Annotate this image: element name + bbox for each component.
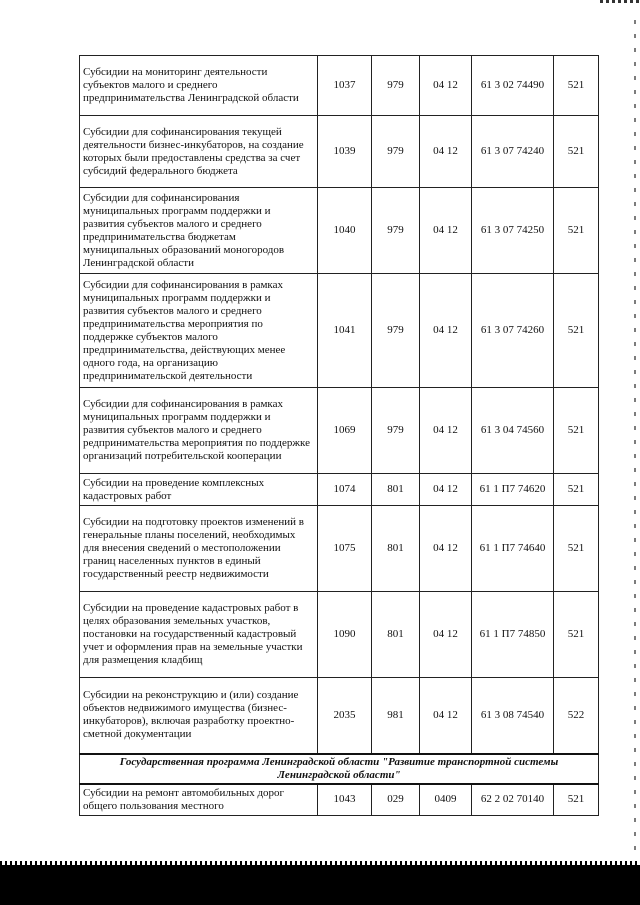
row-code: 1090 (318, 592, 372, 678)
row-code: 1075 (318, 506, 372, 592)
row-grbs: 801 (372, 506, 420, 592)
row-type: 521 (554, 784, 599, 816)
row-section: 04 12 (420, 388, 472, 474)
row-type: 521 (554, 116, 599, 188)
row-type: 521 (554, 474, 599, 506)
row-section: 04 12 (420, 474, 472, 506)
row-description: Субсидии для софинансирования текущей деятельности бизнес-инкубаторов, на создание которых были предоставлены средства за счет субсидий федерального бюджета (80, 116, 318, 188)
row-code: 1043 (318, 784, 372, 816)
row-description: Субсидии на мониторинг деятельности субъектов малого и среднего предпринимательства Ленинградской области (80, 56, 318, 116)
row-section: 0409 (420, 784, 472, 816)
row-grbs: 801 (372, 474, 420, 506)
row-code: 1069 (318, 388, 372, 474)
row-target: 61 3 07 74240 (472, 116, 554, 188)
row-type: 521 (554, 506, 599, 592)
row-target: 61 3 07 74260 (472, 274, 554, 388)
table-row (80, 188, 599, 274)
table-row (80, 506, 599, 592)
row-target: 61 1 П7 74620 (472, 474, 554, 506)
row-grbs: 979 (372, 274, 420, 388)
table-row (80, 274, 599, 388)
table-row (80, 592, 599, 678)
row-description: Субсидии на ремонт автомобильных дорог общего пользования местного (80, 784, 318, 816)
row-grbs: 981 (372, 678, 420, 754)
row-grbs: 979 (372, 188, 420, 274)
row-grbs: 979 (372, 388, 420, 474)
row-section: 04 12 (420, 592, 472, 678)
row-description: Субсидии для софинансирования в рамках муниципальных программ поддержки и развития субъектов малого и среднего редпринимательства мероприятия по поддержке организаций потребительской кооперации (80, 388, 318, 474)
scan-dark-border (0, 865, 640, 905)
table-row (80, 474, 599, 506)
row-target: 61 1 П7 74850 (472, 592, 554, 678)
scan-noise-right (634, 20, 636, 860)
row-section: 04 12 (420, 56, 472, 116)
row-section: 04 12 (420, 506, 472, 592)
row-code: 1039 (318, 116, 372, 188)
row-code: 1041 (318, 274, 372, 388)
row-target: 61 3 08 74540 (472, 678, 554, 754)
subsidy-table (79, 55, 599, 816)
row-grbs: 979 (372, 56, 420, 116)
row-type: 521 (554, 388, 599, 474)
row-target: 61 3 07 74250 (472, 188, 554, 274)
scan-noise-top (600, 0, 640, 3)
table-row (80, 116, 599, 188)
row-section: 04 12 (420, 678, 472, 754)
table-row (80, 784, 599, 816)
row-type: 521 (554, 592, 599, 678)
row-target: 61 1 П7 74640 (472, 506, 554, 592)
program-section-row (80, 754, 599, 784)
table-row (80, 56, 599, 116)
row-grbs: 979 (372, 116, 420, 188)
row-code: 2035 (318, 678, 372, 754)
row-target: 62 2 02 70140 (472, 784, 554, 816)
table-row (80, 388, 599, 474)
row-type: 521 (554, 188, 599, 274)
row-type: 522 (554, 678, 599, 754)
row-section: 04 12 (420, 188, 472, 274)
table-row (80, 678, 599, 754)
row-type: 521 (554, 274, 599, 388)
row-description: Субсидии для софинансирования муниципальных программ поддержки и развития субъектов малого и среднего предпринимательства бюджетам муниципальных образований моногородов Ленинградской области (80, 188, 318, 274)
row-description: Субсидии на проведение кадастровых работ в целях образования земельных участков, постановки на государственный кадастровый учет и оформления прав на земельные участки для размещения кладбищ (80, 592, 318, 678)
row-target: 61 3 02 74490 (472, 56, 554, 116)
row-grbs: 029 (372, 784, 420, 816)
row-description: Субсидии для софинансирования в рамках муниципальных программ поддержки и развития субъектов малого и среднего предпринимательства мероприятия по поддержке субъектов малого предпринимательства, действующих менее одного года, на организацию предпринимательской деятельности (80, 274, 318, 388)
row-target: 61 3 04 74560 (472, 388, 554, 474)
row-description: Субсидии на подготовку проектов изменений в генеральные планы поселений, необходимых для внесения сведений о местоположении границ населенных пунктов в единый государственный реестр недвижимости (80, 506, 318, 592)
row-code: 1074 (318, 474, 372, 506)
row-code: 1040 (318, 188, 372, 274)
row-description: Субсидии на проведение комплексных кадастровых работ (80, 474, 318, 506)
row-description: Субсидии на реконструкцию и (или) создание объектов недвижимого имущества (бизнес-инкубаторов), включая разработку проектно-сметной документации (80, 678, 318, 754)
row-code: 1037 (318, 56, 372, 116)
row-section: 04 12 (420, 116, 472, 188)
row-type: 521 (554, 56, 599, 116)
row-section: 04 12 (420, 274, 472, 388)
program-section-heading: Государственная программа Ленинградской области "Развитие транспортной системы Ленинградской области" (80, 754, 599, 784)
row-grbs: 801 (372, 592, 420, 678)
